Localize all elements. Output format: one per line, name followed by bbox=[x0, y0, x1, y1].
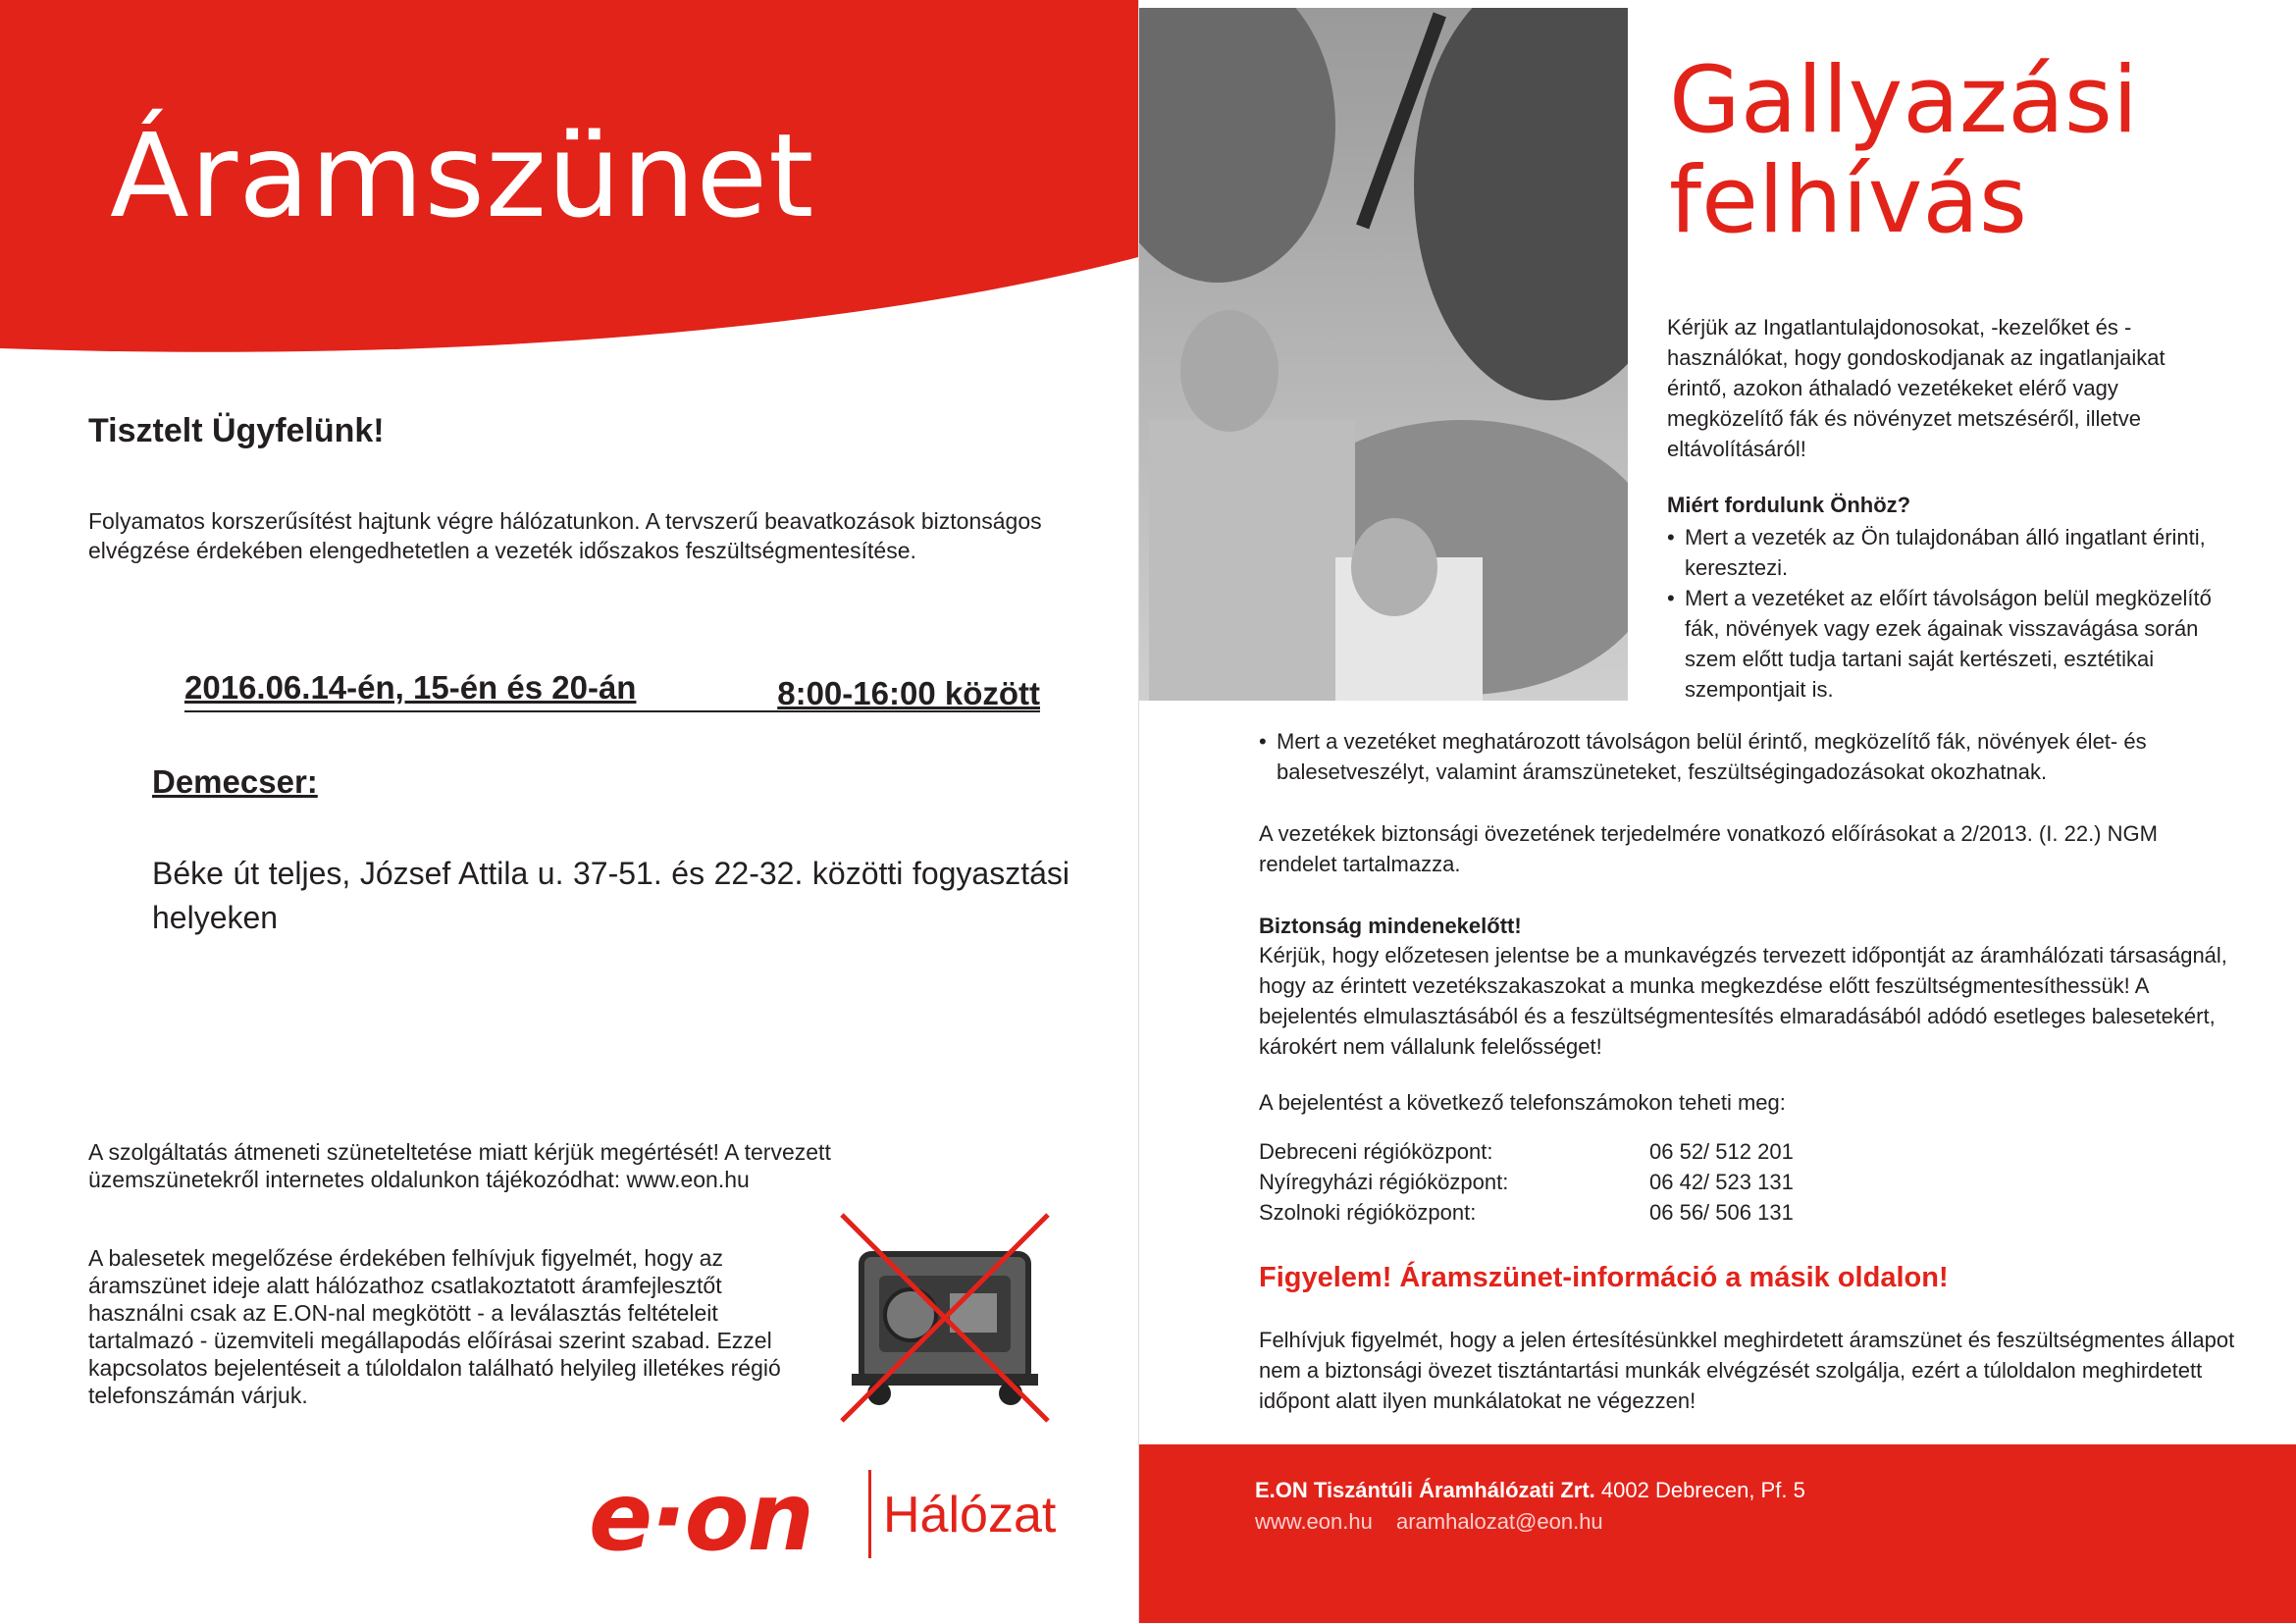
affected-places: Béke út teljes, József Attila u. 37-51. és 22-32. közötti fogyasztási helyeken bbox=[152, 856, 1070, 935]
outage-time: 8:00-16:00 között bbox=[777, 675, 1040, 711]
closing-text: Felhívjuk figyelmét, hogy a jelen értesítésünkkel meghirdetett áramszünet és feszültségmentes állapot nem a biztonsági övezet tisztántartási munkák elvégzését szolgálja, ezért a túloldalon meghirdetett időpont alatt ilyen munkálatokat ne végezzen! bbox=[1259, 1328, 2235, 1413]
why-heading: Miért fordulunk Önhöz? bbox=[1667, 493, 1911, 517]
bullet-text: Mert a vezetéket az előírt távolságon belül megközelítő fák, növények vagy ezek ágainak visszavágása során szem előtt tudja tartani saját kertészeti, esztétikai szempontjait is. bbox=[1685, 586, 2212, 702]
notice-understanding: A szolgáltatás átmeneti szüneteltetése miatt kérjük megértését! A tervezett üzemszünetekről internetes oldalunkon tájékozódhat: www.eon.hu bbox=[88, 1139, 831, 1192]
crossed-generator-icon bbox=[832, 1197, 1058, 1423]
regulation-text: A vezetékek biztonsági övezetének terjedelmére vonatkozó előírásokat a 2/2013. (I. 22.) NGM rendelet tartalmazza. bbox=[1259, 821, 2158, 876]
email-link[interactable]: aramhalozat@eon.hu bbox=[1395, 1509, 1603, 1534]
request-text: Kérjük az Ingatlantulajdonosokat, -kezelőket és -használókat, hogy gondoskodjanak az ingatlanjaikat érintő, azokon áthaladó vezetékeket elérő vagy megközelítő fák és növényzet metszéséről, illetve eltávolításáról! bbox=[1667, 315, 2166, 461]
company-name: E.ON Tiszántúli Áramhálózati Zrt. bbox=[1255, 1478, 1595, 1502]
eon-network-label: Hálózat bbox=[883, 1487, 1057, 1544]
bullet-text: Mert a vezetéket meghatározott távolságon belül érintő, megközelítő fák, növények élet- és balesetveszélyt, valamint áramszüneteket, feszültségingadozásokat okozhatnak. bbox=[1277, 729, 2147, 784]
intro-text: Folyamatos korszerűsítést hajtunk végre hálózatunkon. A tervszerű beavatkozások biztonságos elvégzése érdekében elengedhetetlen a vezeték időszakos feszültségmentesítése. bbox=[88, 508, 1042, 563]
phone-number: 06 52/ 512 201 bbox=[1649, 1139, 1794, 1164]
footer-line-2 bbox=[1255, 1509, 1621, 1535]
notice-generator: A balesetek megelőzése érdekében felhívjuk figyelmét, hogy az áramszünet ideje alatt hálózathoz csatlakoztatott áramfejlesztőt használni csak az E.ON-nal megkötött - a leválasztás feltételeit tartalmazó - üzemviteli megállapodás előírásai szerint szabad. Ezzel kapcsolatos bejelentéseit a túloldalon található helyileg illetékes régió telefonszámán várjuk. bbox=[88, 1245, 781, 1408]
red-banner bbox=[0, 0, 1138, 363]
safety-heading: Biztonság mindenekelőtt! bbox=[1259, 914, 1522, 938]
tree-pruning-photo bbox=[1139, 8, 1628, 701]
bullet-text: Mert a vezeték az Ön tulajdonában álló ingatlant érinti, keresztezi. bbox=[1685, 525, 2206, 580]
town-name: Demecser: bbox=[152, 763, 318, 800]
eon-brand: e·on bbox=[589, 1462, 812, 1572]
right-page bbox=[1138, 0, 2296, 1623]
phone-number: 06 42/ 523 131 bbox=[1649, 1170, 1794, 1194]
phone-row bbox=[1259, 1197, 1808, 1228]
website-link[interactable]: www.eon.hu bbox=[1255, 1509, 1373, 1534]
safety-text: Kérjük, hogy előzetesen jelentse be a munkavégzés tervezett időpontját az áramhálózati társaságnál, hogy az érintett vezetékszakaszokat a munka megkezdése előtt feszültségmentesíthessük! A bejelentés elmulasztásából és a feszültségmentesítés elmaradásából adódó esetleges balesetekért, károkért nem vállalunk felelősséget! bbox=[1259, 943, 2227, 1059]
phone-region: Debreceni régióközpont: bbox=[1259, 1139, 1493, 1164]
bullet-item: • Mert a vezetéket az előírt távolságon belül megközelítő fák, növények vagy ezek ágainak visszavágása során szem előtt tudja tartani saját kertészeti, esztétikai szempontjait is. bbox=[1667, 583, 2217, 705]
footer-line-1 bbox=[1255, 1478, 1805, 1503]
call-title bbox=[1669, 47, 2138, 254]
title-line-1: Gallyazási bbox=[1669, 47, 2138, 154]
greeting: Tisztelt Ügyfelünk! bbox=[88, 412, 385, 449]
phone-region: Nyíregyházi régióközpont: bbox=[1259, 1170, 1509, 1194]
phone-row bbox=[1259, 1136, 1808, 1167]
footer-bar bbox=[1139, 1444, 2296, 1623]
company-address: 4002 Debrecen, Pf. 5 bbox=[1600, 1478, 1805, 1502]
left-page bbox=[0, 0, 1138, 1623]
phone-region: Szolnoki régióközpont: bbox=[1259, 1200, 1477, 1225]
outage-date: 2016.06.14-én, 15-én és 20-án bbox=[184, 669, 637, 706]
phones-intro: A bejelentést a következő telefonszámokon teheti meg: bbox=[1259, 1090, 1786, 1115]
outage-date-line bbox=[184, 669, 1040, 712]
eon-logo bbox=[589, 1462, 1099, 1570]
bullet-item: • Mert a vezeték az Ön tulajdonában álló ingatlant érinti, keresztezi. bbox=[1667, 522, 2217, 583]
bullet-item: • Mert a vezetéket meghatározott távolságon belül érintő, megközelítő fák, növények élet- és balesetveszélyt, valamint áramszüneteket, feszültségingadozásokat okozhatnak. bbox=[1259, 726, 2260, 787]
phone-number: 06 56/ 506 131 bbox=[1649, 1200, 1794, 1225]
title-line-2: felhívás bbox=[1669, 147, 2027, 254]
phone-row bbox=[1259, 1167, 1808, 1197]
page-title: Áramszünet bbox=[110, 108, 815, 243]
logo-divider bbox=[868, 1470, 871, 1558]
attention-note: Figyelem! Áramszünet-információ a másik oldalon! bbox=[1259, 1262, 1949, 1293]
